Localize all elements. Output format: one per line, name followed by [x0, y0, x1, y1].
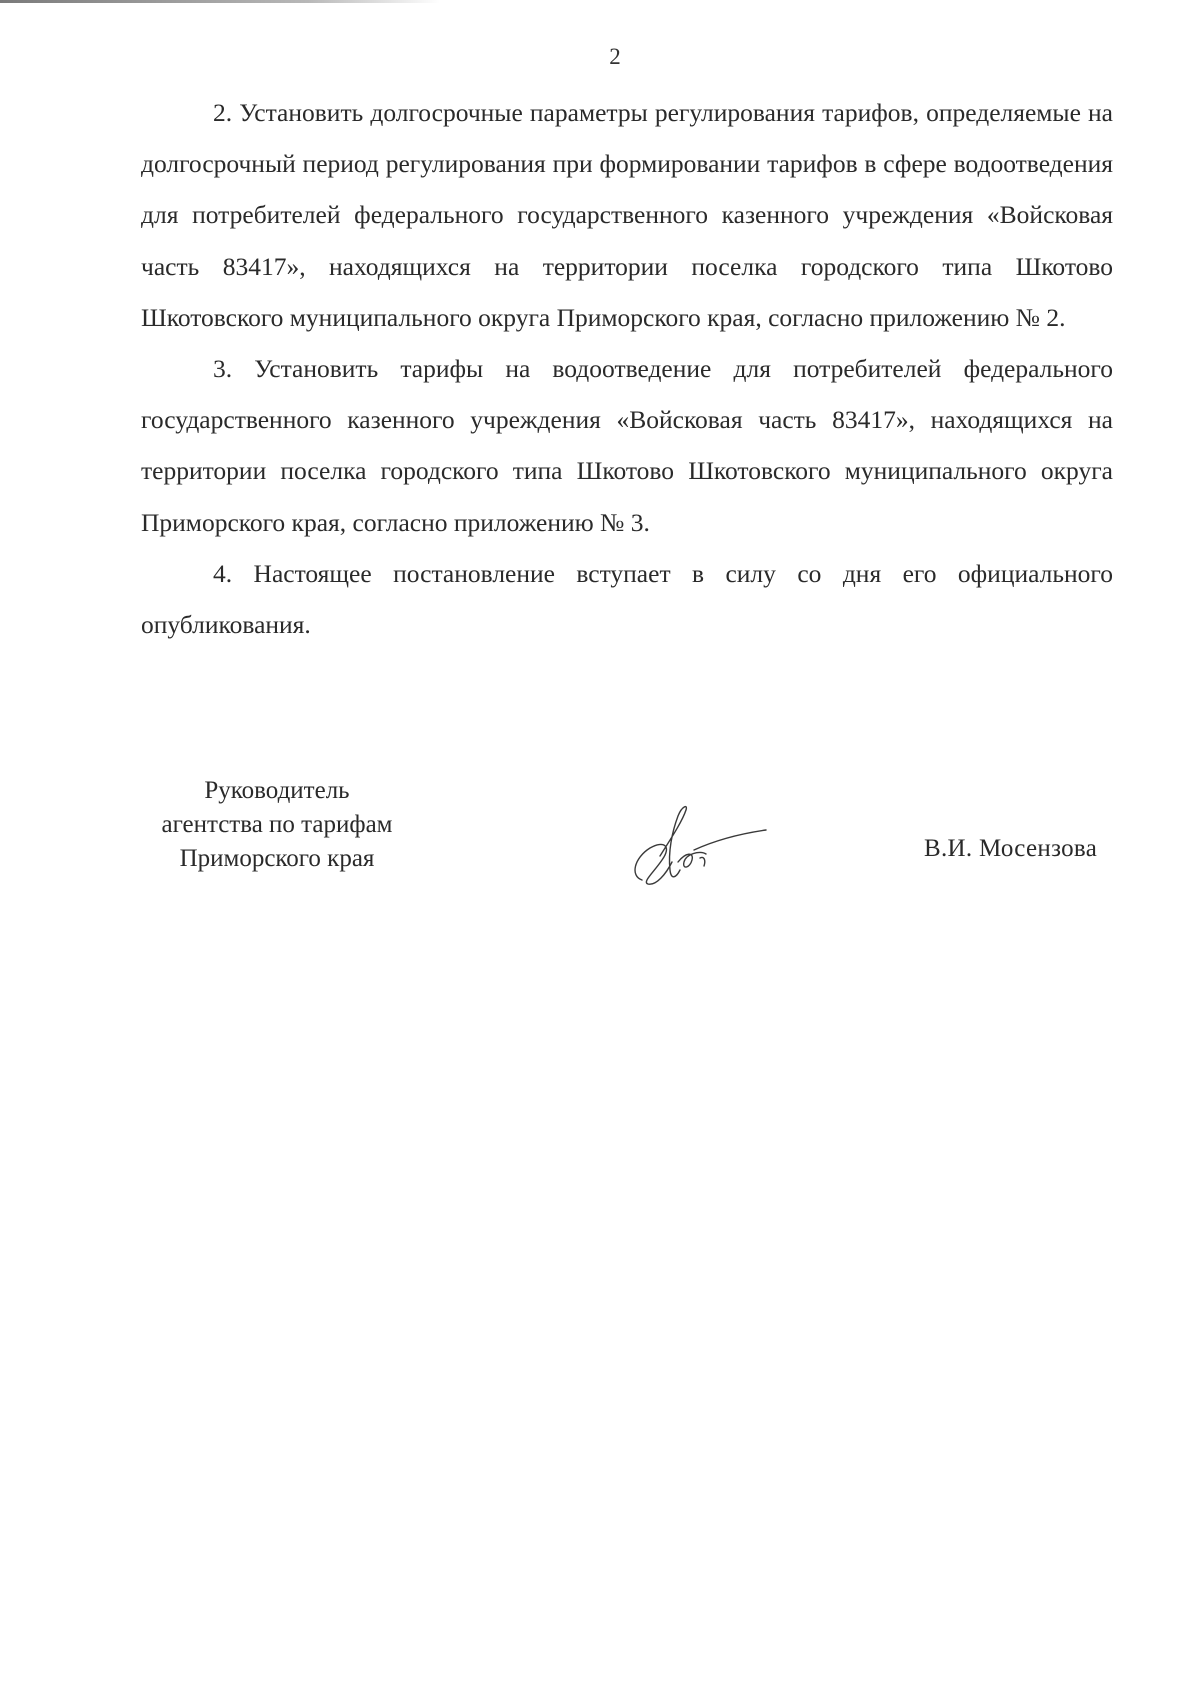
handwritten-signature — [620, 800, 770, 890]
page-number: 2 — [609, 44, 621, 69]
scan-edge-artifact — [0, 0, 440, 3]
paragraph-item-3: 3. Установить тарифы на водоотведение для потребителей федерального государственного казенного учреждения «Войсковая часть 83417», находящихся на территории поселка городского типа Шкотово Шкотовского муниципального округа Приморского края, согласно приложению № 3. — [141, 354, 1113, 537]
position-line: Руководитель — [204, 777, 350, 804]
position-line: агентства по тарифам — [161, 811, 393, 838]
signatory-position — [136, 774, 418, 876]
document-body — [141, 87, 1113, 650]
paragraph-item-4: 4. Настоящее постановление вступает в силу со дня его официального опубликования. — [141, 558, 1113, 640]
signer-name: В.И. Мосензова — [924, 835, 1098, 862]
position-line: Приморского края — [179, 845, 375, 872]
paragraph-item-2: 2. Установить долгосрочные параметры регулирования тарифов, определяемые на долгосрочный период регулирования при формировании тарифов в сфере водоотведения для потребителей федерального государственного казенного учреждения «Войсковая часть 83417», находящихся на территории поселка городского типа Шкотово Шкотовского муниципального округа Приморского края, согласно приложению № 2. — [141, 98, 1113, 332]
